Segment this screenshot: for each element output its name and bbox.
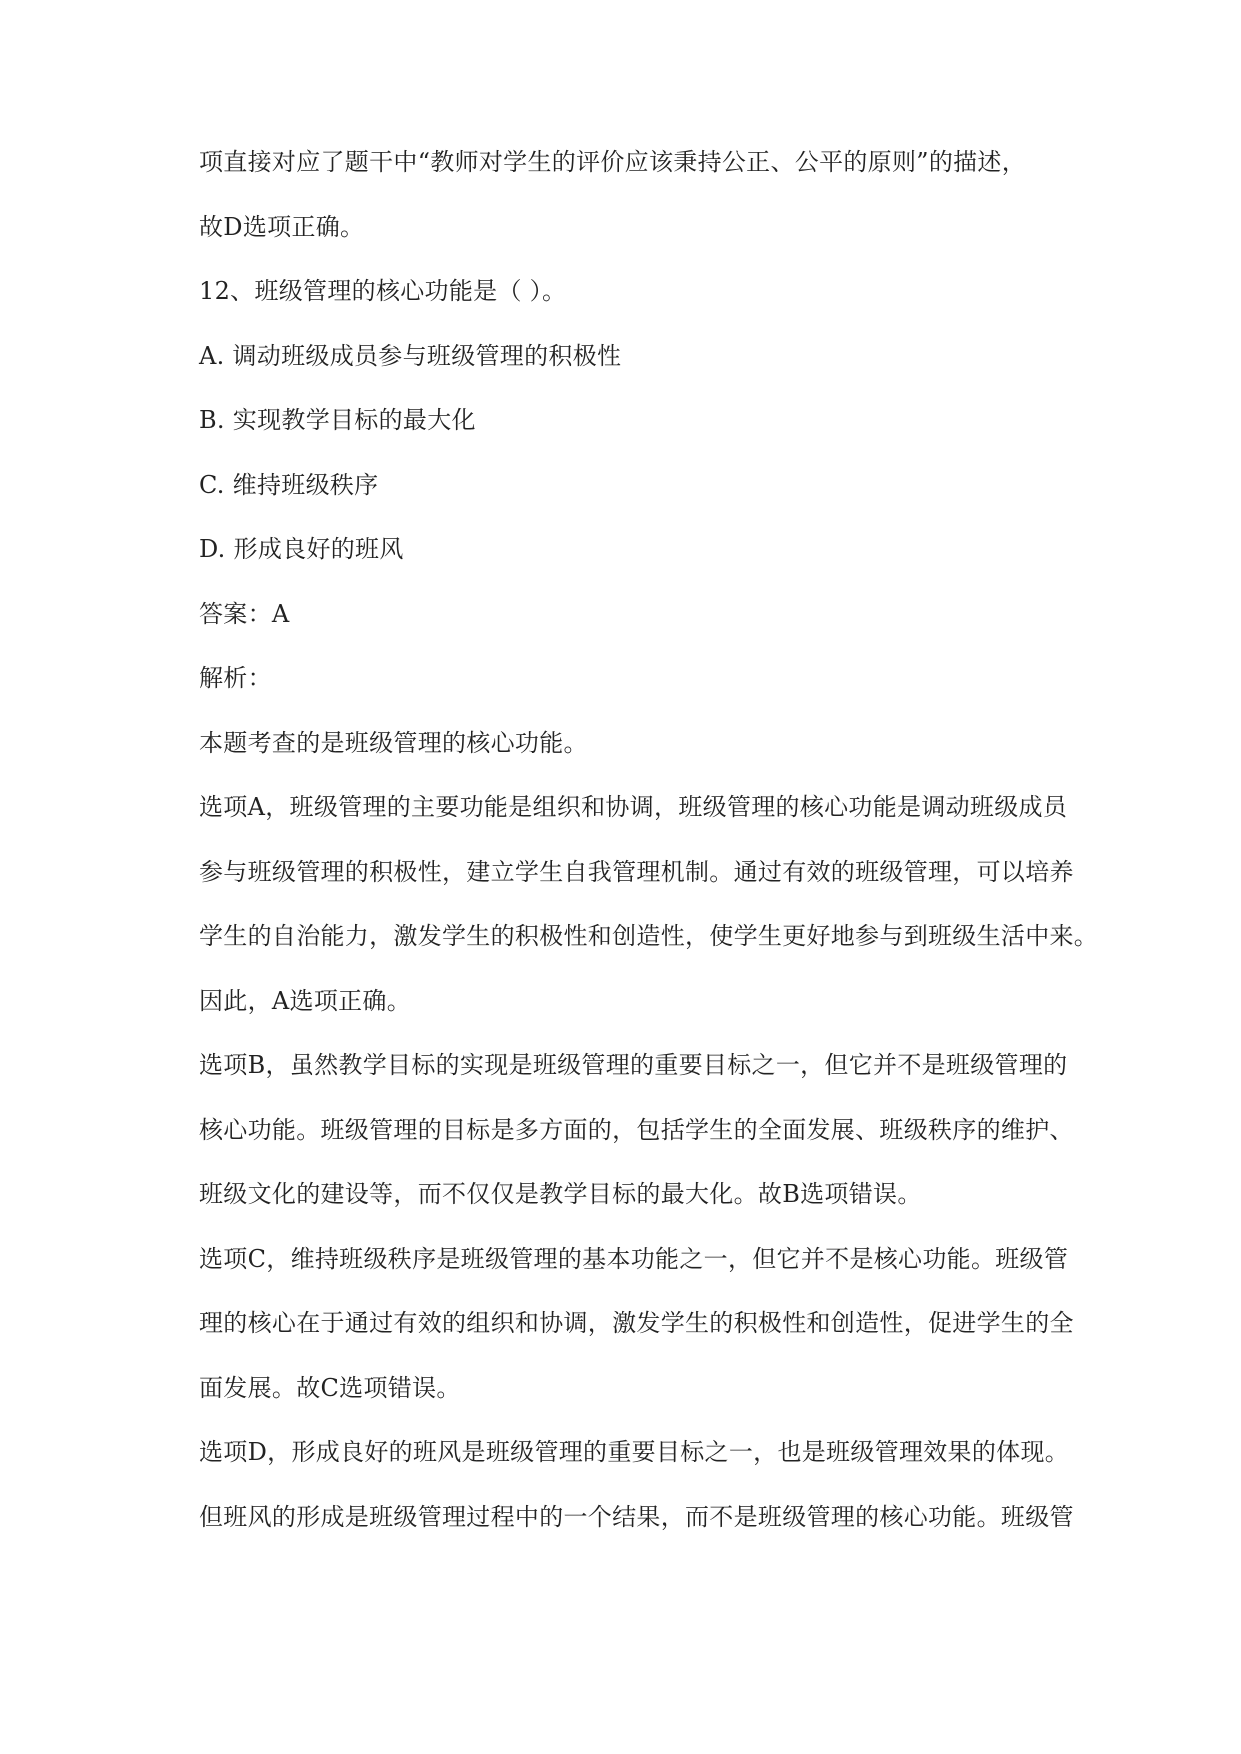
option-a: A. 调动班级成员参与班级管理的积极性: [199, 341, 622, 370]
analysis-d-line-2: 但班风的形成是班级管理过程中的一个结果，而不是班级管理的核心功能。班级管: [199, 1502, 1074, 1531]
option-c: C. 维持班级秩序: [199, 470, 379, 499]
question-stem: 12、班级管理的核心功能是（ ）。: [199, 277, 567, 305]
option-d: D. 形成良好的班风: [199, 535, 404, 563]
analysis-intro: 本题考查的是班级管理的核心功能。: [199, 728, 588, 757]
text-line-continuation: 项直接对应了题干中“教师对学生的评价应该秉持公正、公平的原则”的描述，: [199, 148, 1027, 176]
analysis-c-line-3: 面发展。故C选项错误。: [199, 1373, 461, 1402]
analysis-c-line-2: 理的核心在于通过有效的组织和协调，激发学生的积极性和创造性，促进学生的全: [199, 1309, 1074, 1337]
analysis-b-line-3: 班级文化的建设等，而不仅仅是教学目标的最大化。故B选项错误。: [199, 1180, 922, 1208]
analysis-heading: 解析：: [199, 664, 272, 692]
analysis-a-line-1: 选项A，班级管理的主要功能是组织和协调，班级管理的核心功能是调动班级成员: [199, 793, 1068, 821]
analysis-d-line-1: 选项D，形成良好的班风是班级管理的重要目标之一，也是班级管理效果的体现。: [199, 1438, 1070, 1466]
analysis-a-line-3: 学生的自治能力，激发学生的积极性和创造性，使学生更好地参与到班级生活中来。: [199, 922, 1099, 950]
document-body: [199, 144, 1099, 1563]
analysis-a-line-2: 参与班级管理的积极性，建立学生自我管理机制。通过有效的班级管理，可以培养: [199, 857, 1074, 886]
option-b: B. 实现教学目标的最大化: [199, 406, 476, 434]
text-line-conclusion: 故D选项正确。: [199, 212, 365, 241]
analysis-b-line-2: 核心功能。班级管理的目标是多方面的，包括学生的全面发展、班级秩序的维护、: [199, 1115, 1074, 1144]
analysis-a-conclusion: 因此，A选项正确。: [199, 986, 412, 1015]
analysis-b-line-1: 选项B，虽然教学目标的实现是班级管理的重要目标之一，但它并不是班级管理的: [199, 1051, 1068, 1079]
analysis-c-line-1: 选项C，维持班级秩序是班级管理的基本功能之一，但它并不是核心功能。班级管: [199, 1244, 1069, 1273]
answer-line: 答案：A: [199, 599, 290, 628]
